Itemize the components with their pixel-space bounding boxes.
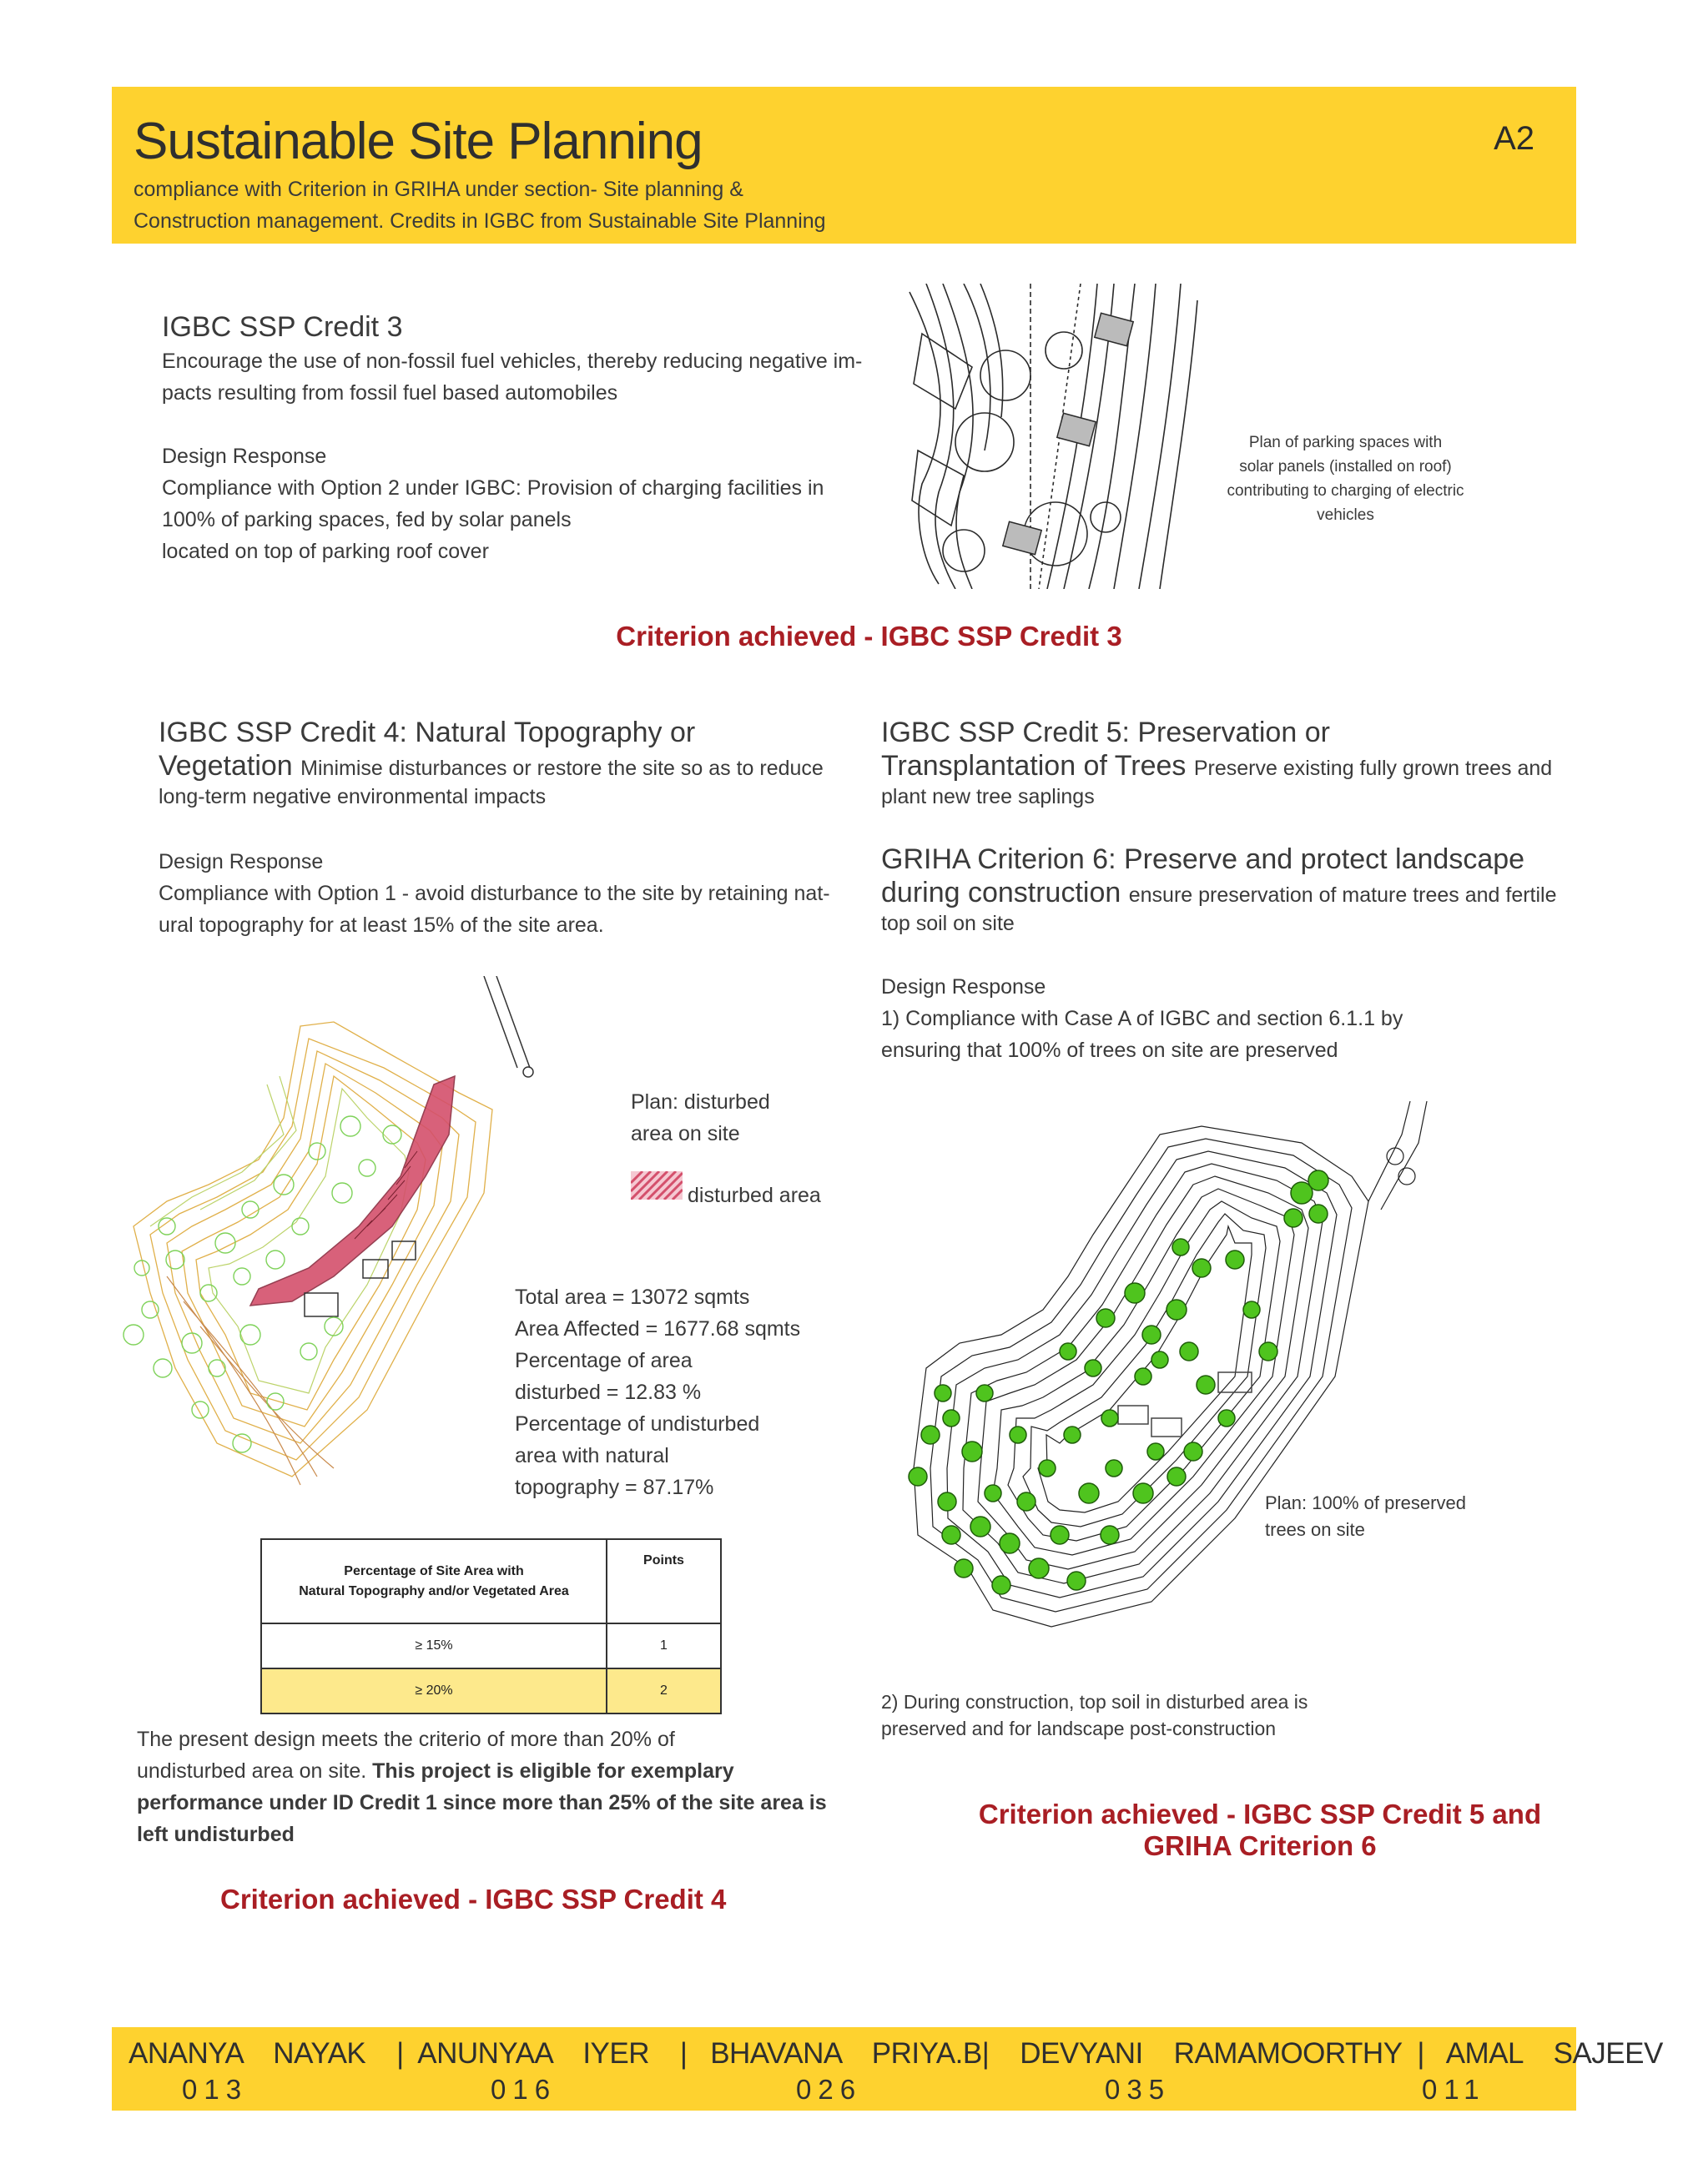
disturbed-area-legend-label: disturbed area (688, 1184, 821, 1207)
header-line: Percentage of Site Area with (344, 1563, 524, 1578)
text-line: 1) Compliance with Case A of IGBC and section 6.1.1 by (881, 1007, 1403, 1030)
stat-line: Percentage of area (515, 1349, 693, 1372)
credit3-design-response (162, 440, 879, 567)
credit5-achieved (926, 1799, 1594, 1862)
caption-line: solar panels (installed on roof) (1239, 458, 1452, 476)
credit4-achieved: Criterion achieved - IGBC SSP Credit 4 (220, 1884, 727, 1915)
caption-line: area on site (631, 1122, 740, 1145)
heading-line: Transplantation of Trees (881, 750, 1187, 782)
credit3-description (162, 345, 879, 409)
text-line: Compliance with Option 1 - avoid disturbance to the site by retaining nat- (159, 882, 830, 905)
heading-line: GRIHA Criterion 6: Preserve and protect landscape (881, 843, 1525, 875)
stat-line: Percentage of undisturbed (515, 1412, 760, 1436)
text-line: The present design meets the criterio of more than 20% of (137, 1728, 675, 1751)
exemplary-text: performance under ID Credit 1 since more than 25% of the site area is (137, 1791, 827, 1814)
credit3-heading: IGBC SSP Credit 3 (162, 311, 403, 343)
achieved-line: GRIHA Criterion 6 (1143, 1830, 1377, 1861)
table-cell: 1 (607, 1623, 721, 1668)
exemplary-text: left undisturbed (137, 1823, 295, 1846)
stat-line: area with natural (515, 1444, 669, 1467)
caption-line: contributing to charging of electric (1227, 482, 1464, 500)
heading-line: IGBC SSP Credit 5: Preservation or (881, 717, 1330, 748)
area-statistics (515, 1281, 832, 1503)
credit4-description: Minimise disturbances or restore the site so as to reduce (300, 757, 824, 780)
caption-line: Plan: 100% of preserved (1265, 1492, 1466, 1513)
stat-line: Total area = 13072 sqmts (515, 1286, 750, 1309)
text-line: ensuring that 100% of trees on site are preserved (881, 1039, 1338, 1062)
parking-plan-caption (1202, 430, 1489, 527)
stat-line: disturbed = 12.83 % (515, 1381, 702, 1404)
credit5-heading (881, 716, 1599, 785)
caption-line: trees on site (1265, 1519, 1365, 1540)
team-names: ANANYA NAYAK | ANUNYAA IYER | BHAVANA PRIYA.B| DEVYANI RAMAMOORTHY | AMAL SAJEEV (128, 2037, 1663, 2070)
caption-line: Plan: disturbed (631, 1090, 770, 1114)
disturbed-area-swatch (631, 1171, 683, 1200)
roll-number: 013 (182, 2074, 249, 2105)
griha-description-cont: top soil on site (881, 912, 1015, 935)
response-heading: Design Response (159, 850, 324, 873)
header-line: Natural Topography and/or Vegetated Area (299, 1583, 569, 1598)
header-banner (112, 87, 1576, 244)
table-cell: ≥ 20% (261, 1668, 607, 1713)
exemplary-text: This project is eligible for exemplary (372, 1759, 734, 1783)
heading-line: during construction (881, 877, 1121, 908)
preserved-trees-plan (901, 1101, 1485, 1643)
credit4-conclusion (137, 1724, 871, 1850)
stat-line: topography = 87.17% (515, 1476, 714, 1499)
text-line: pacts resulting from fossil fuel based automobiles (162, 381, 618, 405)
points-table (260, 1538, 722, 1714)
heading-line: Vegetation (159, 750, 293, 782)
griha-description: ensure preservation of mature trees and fertile (1128, 883, 1557, 907)
roll-number: 016 (491, 2074, 557, 2105)
table-header-cell: Points (607, 1539, 721, 1623)
table-row-highlighted (261, 1668, 721, 1713)
footer-banner (112, 2027, 1663, 2111)
heading-line: IGBC SSP Credit 4: Natural Topography or (159, 717, 696, 748)
sheet-number: A2 (1494, 120, 1534, 157)
trees-plan-caption (1265, 1490, 1466, 1543)
text-line: located on top of parking roof cover (162, 540, 489, 563)
credit3-achieved: Criterion achieved - IGBC SSP Credit 3 (616, 621, 1122, 652)
parking-plan-drawing (905, 284, 1202, 589)
response-heading: Design Response (162, 445, 327, 468)
credit5-description-cont: plant new tree saplings (881, 785, 1095, 808)
roll-number: 026 (796, 2074, 863, 2105)
text-line: preserved and for landscape post-construction (881, 1718, 1277, 1739)
topsoil-note (881, 1688, 1308, 1742)
subtitle-line: Construction management. Credits in IGBC from Sustainable Site Planning (134, 209, 826, 233)
table-cell: 2 (607, 1668, 721, 1713)
text-line: 2) During construction, top soil in disturbed area is (881, 1691, 1308, 1713)
table-header-row (261, 1539, 721, 1623)
credit4-design-response (159, 846, 876, 941)
roll-number: 035 (1105, 2074, 1172, 2105)
caption-line: vehicles (1317, 506, 1374, 524)
text-line: undisturbed area on site. (137, 1759, 373, 1783)
text-line: Encourage the use of non-fossil fuel vehicles, thereby reducing negative im- (162, 350, 863, 373)
credit5-description: Preserve existing fully grown trees and (1193, 757, 1553, 780)
achieved-line: Criterion achieved - IGBC SSP Credit 5 and (978, 1799, 1542, 1829)
text-line: 100% of parking spaces, fed by solar panels (162, 508, 572, 531)
table-row (261, 1623, 721, 1668)
caption-line: Plan of parking spaces with (1248, 434, 1443, 451)
table-header-cell (261, 1539, 607, 1623)
credit4-description-cont: long-term negative environmental impacts (159, 785, 547, 808)
response-heading: Design Response (881, 975, 1046, 999)
subtitle-line: compliance with Criterion in GRIHA under section- Site planning & (134, 178, 743, 201)
text-line: ural topography for at least 15% of the site area. (159, 913, 604, 937)
text-line: Compliance with Option 2 under IGBC: Provision of charging facilities in (162, 476, 824, 500)
page-title: Sustainable Site Planning (134, 113, 703, 170)
griha-heading (881, 843, 1615, 912)
credit5-design-response (881, 971, 1599, 1066)
page-subtitle (134, 174, 968, 237)
disturbed-plan-caption (631, 1086, 770, 1150)
credit4-heading (159, 716, 876, 785)
roll-number: 011 (1422, 2074, 1486, 2105)
stat-line: Area Affected = 1677.68 sqmts (515, 1317, 801, 1341)
table-cell: ≥ 15% (261, 1623, 607, 1668)
